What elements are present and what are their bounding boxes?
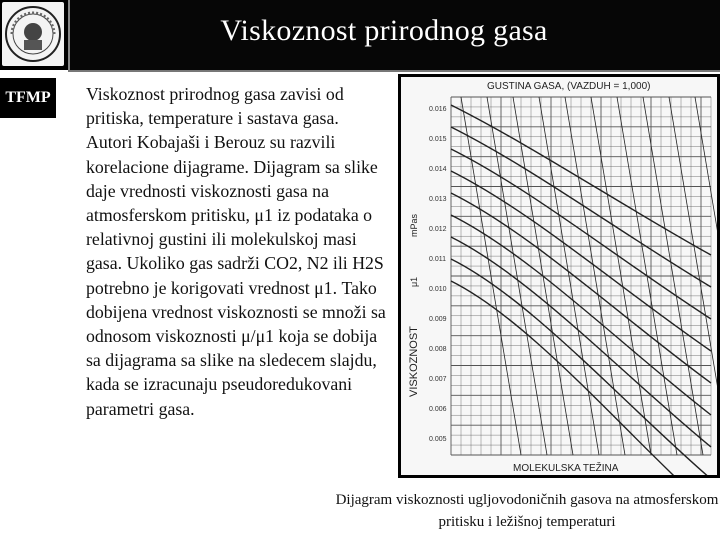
y-tick-label: 0.005 (429, 436, 447, 443)
body-paragraph: Viskoznost prirodnog gasa zavisi od pritiska, temperature i sastava gasa. Autori Kobajaši i Berouz su razvili korelacione dijagrame. Dijagram sa slike daje vrednosti viskoznosti gasa na atmosferskom pritisku, μ1 iz podataka o relativnoj gustini ili molekulskoj masi gasa. Ukoliko gas sadrži CO2, N2 ili H2S potrebno je korigovati vrednost μ1. Tako dobijena vrednost viskoznosti se množi sa odnosom viskoznosti μ/μ1 koja se dobija sa dijagrama sa slike na sledecem slajdu, kada se izracunaju pseudoredukovani parametri gasa. (86, 84, 386, 419)
y-tick-label: 0.014 (429, 166, 447, 173)
y-tick-label: 0.009 (429, 316, 447, 323)
header-divider (68, 70, 720, 72)
chart-y-label: VISKOZNOST (408, 326, 420, 397)
viscosity-diagram-graphic (401, 77, 717, 475)
left-sidebar (0, 70, 60, 540)
slide-title: Viskoznost prirodnog gasa (220, 14, 548, 47)
y-tick-label: 0.015 (429, 136, 447, 143)
chart-y-units: mPas (409, 213, 419, 237)
y-tick-label: 0.012 (429, 226, 447, 233)
y-tick-label: 0.008 (429, 346, 447, 353)
chart-top-label: GUSTINA GASA, (VAZDUH = 1,000) (487, 81, 651, 92)
chart-x-label: MOLEKULSKA TEŽINA (513, 463, 619, 474)
y-tick-label: 0.007 (429, 376, 447, 383)
chart-y-symbol: μ1 (409, 276, 419, 287)
y-tick-label: 0.013 (429, 196, 447, 203)
tfmp-logo-label: TFMP (0, 78, 56, 118)
y-tick-label: 0.011 (429, 256, 446, 263)
y-tick-label: 0.010 (429, 286, 447, 293)
y-tick-label: 0.006 (429, 406, 447, 413)
viscosity-diagram (398, 74, 720, 478)
figure-caption: Dijagram viskoznosti ugljovodoničnih gasova na atmosferskom pritisku i ležišnoj temperaturi (335, 492, 719, 530)
university-logo (2, 2, 64, 66)
y-tick-label: 0.016 (429, 106, 447, 113)
